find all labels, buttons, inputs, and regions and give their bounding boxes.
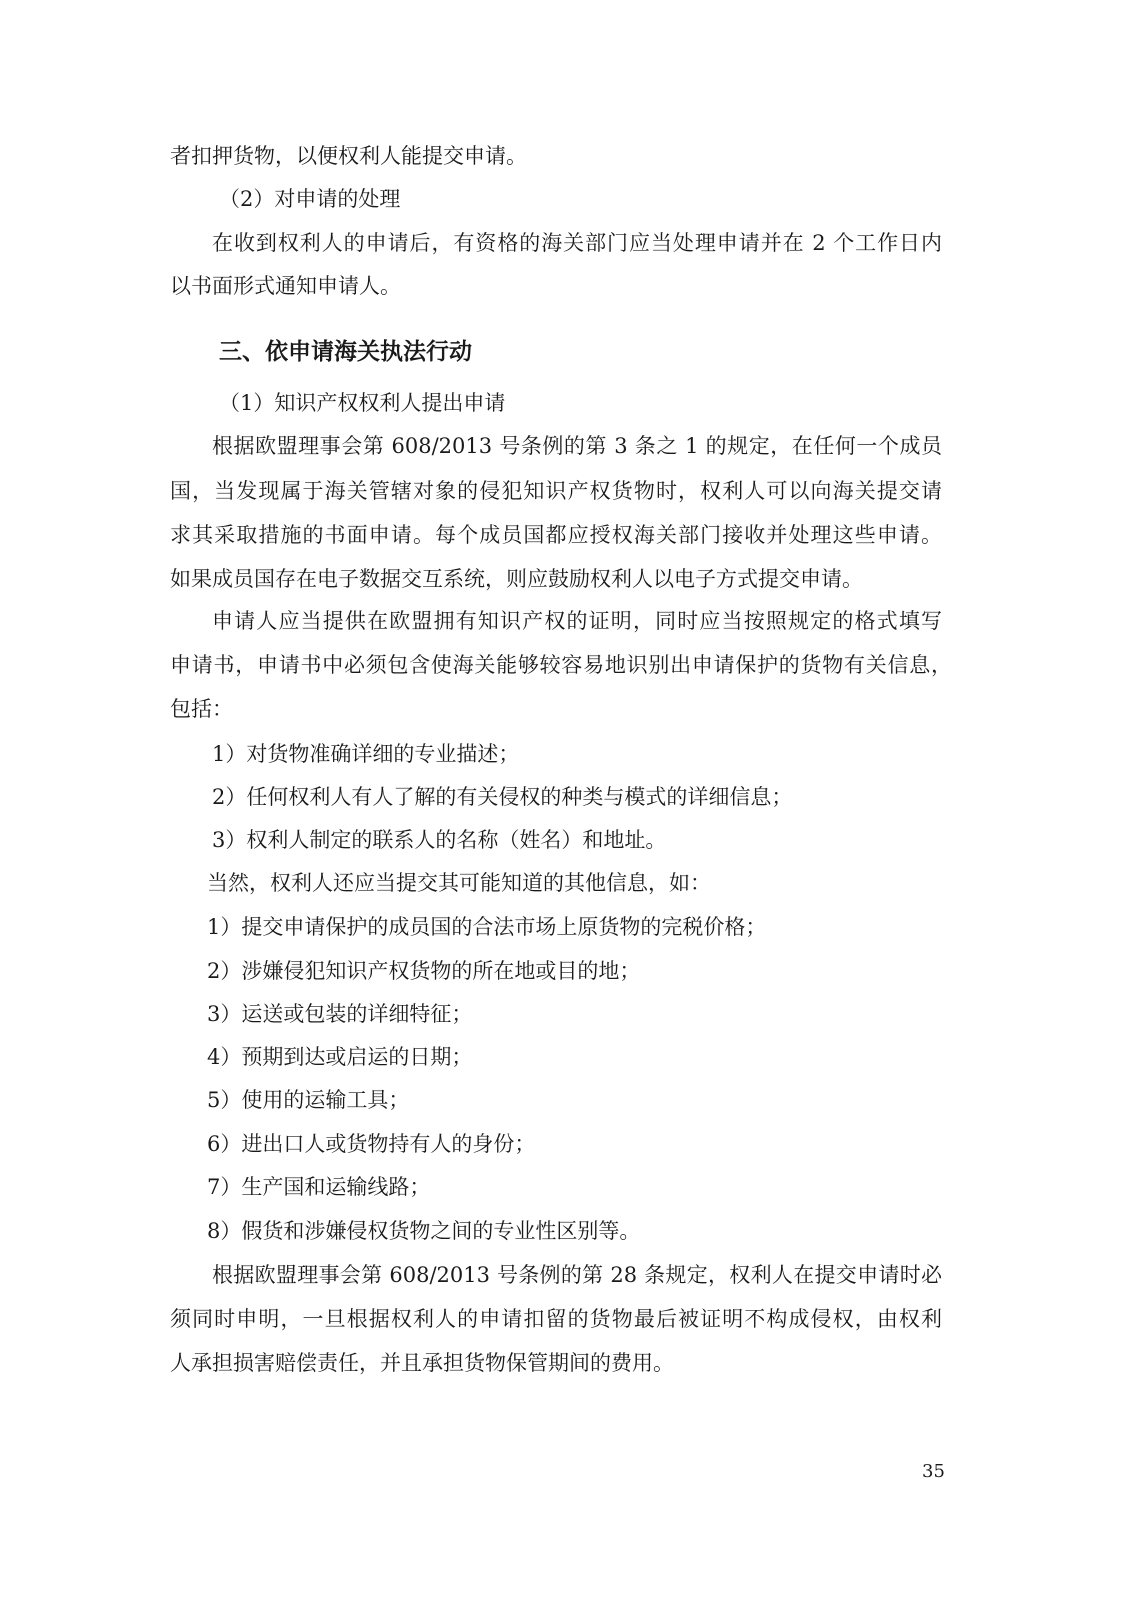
intro-line-1: 者扣押货物，以便权利人能提交申请。 xyxy=(170,144,527,168)
sub-item-heading: （2）对申请的处理 xyxy=(219,187,401,211)
subheading: （1）知识产权权利人提出申请 xyxy=(219,391,506,415)
required-item-2: 2）任何权利人有人了解的有关侵权的种类与模式的详细信息； xyxy=(212,785,793,809)
other-item-6: 6）进出口人或货物持有人的身份； xyxy=(207,1132,536,1156)
paragraph1-line-3: 求其采取措施的书面申请。每个成员国都应授权海关部门接收并处理这些申请。 xyxy=(170,523,942,547)
paragraph2-line-2: 申请书，申请书中必须包含使海关能够较容易地识别出申请保护的货物有关信息， xyxy=(170,653,952,677)
paragraph3-line-1: 根据欧盟理事会第 608/2013 号条例的第 28 条规定，权利人在提交申请时必 xyxy=(212,1263,942,1287)
other-item-1: 1）提交申请保护的成员国的合法市场上原货物的完税价格； xyxy=(207,915,767,939)
paragraph3-line-2: 须同时申明，一旦根据权利人的申请扣留的货物最后被证明不构成侵权，由权利 xyxy=(170,1307,942,1331)
paragraph1-line-1: 根据欧盟理事会第 608/2013 号条例的第 3 条之 1 的规定，在任何一个成员 xyxy=(212,434,942,458)
paragraph2-line-3: 包括： xyxy=(170,697,233,721)
intro-line-4: 以书面形式通知申请人。 xyxy=(170,274,401,298)
page-number: 35 xyxy=(922,1461,945,1482)
required-item-3: 3）权利人制定的联系人的名称（姓名）和地址。 xyxy=(212,828,667,852)
other-item-8: 8）假货和涉嫌侵权货物之间的专业性区别等。 xyxy=(207,1219,641,1243)
paragraph2-line-1: 申请人应当提供在欧盟拥有知识产权的证明，同时应当按照规定的格式填写 xyxy=(212,609,942,633)
other-item-3: 3）运送或包装的详细特征； xyxy=(207,1002,473,1026)
other-item-7: 7）生产国和运输线路； xyxy=(207,1175,431,1199)
section-heading: 三、依申请海关执法行动 xyxy=(219,339,472,365)
other-item-5: 5）使用的运输工具； xyxy=(207,1088,410,1112)
paragraph3-line-3: 人承担损害赔偿责任，并且承担货物保管期间的费用。 xyxy=(170,1351,674,1375)
paragraph1-line-4: 如果成员国存在电子数据交互系统，则应鼓励权利人以电子方式提交申请。 xyxy=(170,567,863,591)
required-item-1: 1）对货物准确详细的专业描述； xyxy=(212,742,520,766)
intro-line-3: 在收到权利人的申请后，有资格的海关部门应当处理申请并在 2 个工作日内 xyxy=(212,231,942,255)
other-item-2: 2）涉嫌侵犯知识产权货物的所在地或目的地； xyxy=(207,959,641,983)
paragraph1-line-2: 国，当发现属于海关管辖对象的侵犯知识产权货物时，权利人可以向海关提交请 xyxy=(170,479,942,503)
other-info-intro: 当然，权利人还应当提交其可能知道的其他信息，如： xyxy=(207,871,711,895)
other-item-4: 4）预期到达或启运的日期； xyxy=(207,1045,473,1069)
